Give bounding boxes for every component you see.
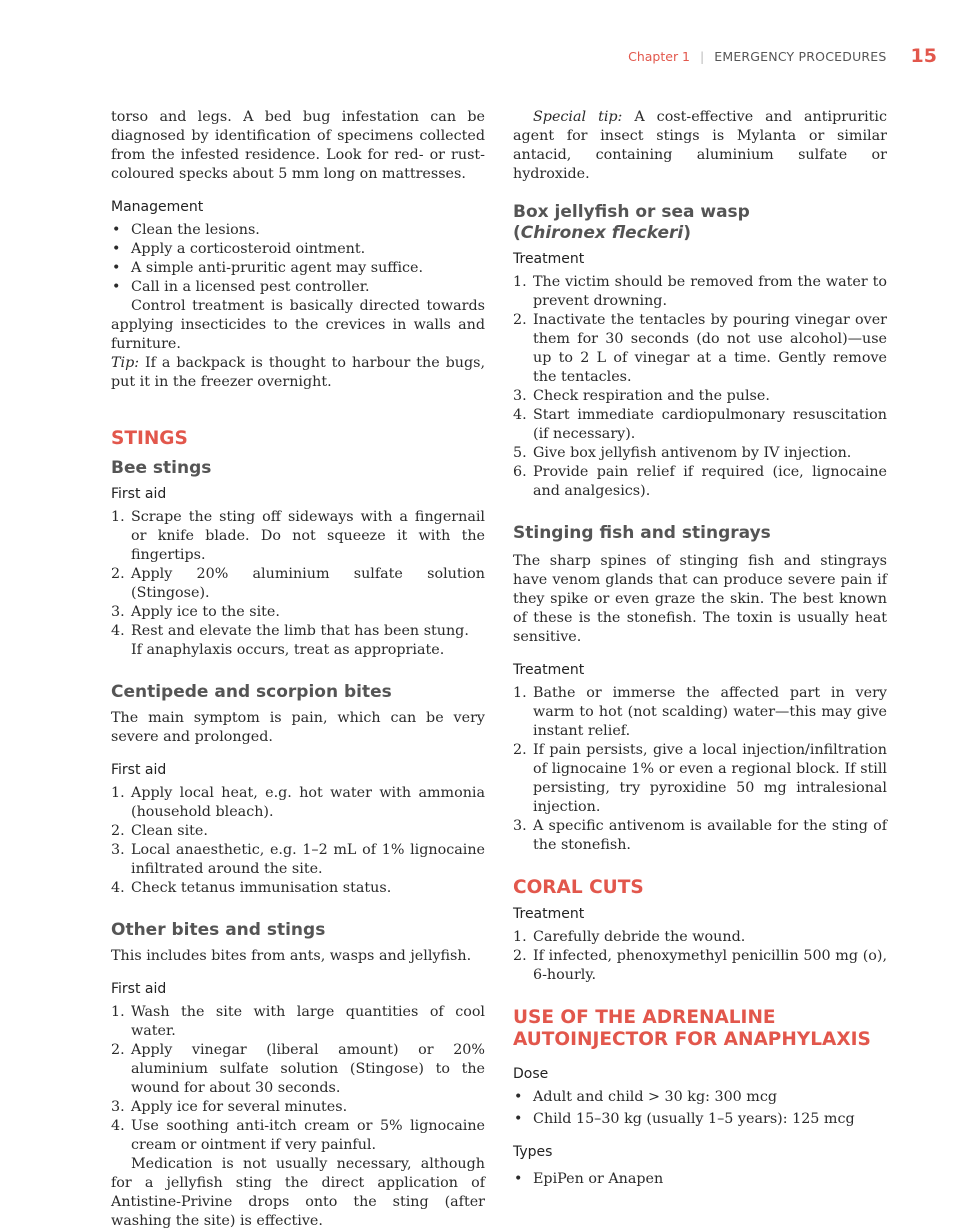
fish-treatment-list: [513, 684, 887, 855]
centipede-heading: Centipede and scorpion bites: [111, 682, 392, 702]
list-item: 3. Apply ice for several minutes.: [111, 1099, 348, 1115]
left-column: [111, 108, 485, 1231]
list-item: 6. Provide pain relief if required (ice, lignocaine and analgesics).: [513, 464, 887, 499]
list-item: 1. Apply local heat, e.g. hot water with ammonia (household bleach).: [111, 785, 485, 820]
stinging-fish-paragraph: The sharp spines of stinging fish and stingrays have venom glands that can produce severe pain if they spike or even graze the skin. The best known of these is the stonefish. The toxin is usually heat sensitive.: [513, 553, 887, 645]
list-item: 2. If infected, phenoxymethyl penicillin 500 mg (o), 6-hourly.: [513, 948, 887, 983]
list-item: 3. Apply ice to the site.: [111, 604, 280, 620]
medication-paragraph: Medication is not usually necessary, although for a jellyfish sting the direct application of Antistine-Privine drops onto the sting (after washing the site) is effective.: [111, 1156, 485, 1229]
list-item: 1. Wash the site with large quantities of cool water.: [111, 1004, 485, 1039]
dose-heading: Dose: [513, 1066, 549, 1082]
tip-label: Tip:: [111, 355, 140, 371]
bee-stings-heading: Bee stings: [111, 458, 212, 478]
list-item: 5. Give box jellyfish antivenom by IV injection.: [513, 445, 852, 461]
list-item: • Adult and child > 30 kg: 300 mcg: [513, 1088, 887, 1107]
list-item: • Call in a licensed pest controller.: [111, 278, 485, 297]
coral-treatment-list: [513, 928, 887, 985]
stinging-fish-heading: Stinging fish and stingrays: [513, 523, 771, 543]
dose-list: [513, 1088, 887, 1129]
list-item: 4. Rest and elevate the limb that has been stung.: [111, 623, 469, 639]
anaphylaxis-note: If anaphylaxis occurs, treat as appropriate.: [131, 642, 445, 658]
types-heading: Types: [513, 1144, 553, 1160]
list-item: • A simple anti-pruritic agent may suffice.: [111, 259, 485, 278]
box-treatment-list: [513, 273, 887, 501]
special-tip-text: A cost-effective and antipruritic agent for insect stings is Mylanta or similar antacid, containing aluminium sulfate or hydroxide.: [513, 109, 887, 182]
management-heading: Management: [111, 199, 204, 215]
types-list: [513, 1170, 887, 1189]
list-item: • Clean the lesions.: [111, 221, 485, 240]
other-first-aid-heading: First aid: [111, 981, 167, 997]
other-bites-heading: Other bites and stings: [111, 920, 326, 940]
list-item: 1. Bathe or immerse the affected part in very warm to hot (not scalding) water—this may give instant relief.: [513, 685, 887, 739]
running-header: [628, 44, 937, 68]
section-title: EMERGENCY PROCEDURES: [714, 48, 887, 64]
list-item: 1. The victim should be removed from the water to prevent drowning.: [513, 274, 887, 309]
list-item: 2. Inactivate the tentacles by pouring vinegar over them for 30 seconds (do not use alcohol)—use up to 2 L of vinegar at a time. Gently remove the tentacles.: [513, 312, 887, 385]
header-separator: |: [700, 48, 705, 64]
other-bites-paragraph: This includes bites from ants, wasps and jellyfish.: [111, 948, 472, 964]
species-name: Chironex fleckeri: [520, 223, 684, 243]
list-item: 3. Local anaesthetic, e.g. 1–2 mL of 1% lignocaine infiltrated around the site.: [111, 842, 485, 877]
list-item: 2. Apply 20% aluminium sulfate solution (Stingose).: [111, 566, 485, 601]
intro-paragraph: torso and legs. A bed bug infestation can be diagnosed by identification of specimens collected from the infested residence. Look for red- or rust-coloured specks about 5 mm long on mattresses.: [111, 109, 485, 182]
box-jellyfish-heading: Box jellyfish or sea wasp (Chironex fleckeri): [513, 202, 750, 243]
list-item: 4. Check tetanus immunisation status.: [111, 880, 392, 896]
special-tip-paragraph: [513, 108, 887, 184]
list-item: • Child 15–30 kg (usually 1–5 years): 125 mcg: [513, 1110, 887, 1129]
stings-heading: STINGS: [111, 428, 188, 449]
special-tip-label: Special tip:: [533, 109, 623, 125]
list-item: 2. If pain persists, give a local injection/infiltration of lignocaine 1% or even a regional block. If still persisting, try pyroxidine 50 mg intralesional injection.: [513, 742, 887, 815]
right-column: [513, 108, 887, 1189]
list-item: 4. Use soothing anti-itch cream or 5% lignocaine cream or ointment if very painful.: [111, 1118, 485, 1153]
list-item: 2. Clean site.: [111, 823, 208, 839]
other-first-aid-list: [111, 1003, 485, 1155]
management-list: [111, 221, 485, 297]
tip-text: If a backpack is thought to harbour the bugs, put it in the freezer overnight.: [111, 355, 485, 390]
fish-treatment-heading: Treatment: [513, 662, 585, 678]
control-paragraph: Control treatment is basically directed towards applying insecticides to the crevices in walls and furniture.: [111, 298, 485, 352]
list-item: • EpiPen or Anapen: [513, 1170, 887, 1189]
list-item: 2. Apply vinegar (liberal amount) or 20% aluminium sulfate solution (Stingose) to the wound for about 30 seconds.: [111, 1042, 485, 1096]
list-item: 4. Start immediate cardiopulmonary resuscitation (if necessary).: [513, 407, 887, 442]
list-item: 3. A specific antivenom is available for the sting of the stonefish.: [513, 818, 887, 853]
centipede-first-aid-list: [111, 784, 485, 898]
adrenaline-heading: USE OF THE ADRENALINE AUTOINJECTOR FOR ANAPHYLAXIS: [513, 1007, 871, 1050]
box-treatment-heading: Treatment: [513, 251, 585, 267]
page-number: 15: [910, 45, 937, 67]
bee-first-aid-heading: First aid: [111, 486, 167, 502]
list-item: • Apply a corticosteroid ointment.: [111, 240, 485, 259]
chapter-label: Chapter 1: [628, 48, 691, 64]
list-item: 3. Check respiration and the pulse.: [513, 388, 770, 404]
coral-treatment-heading: Treatment: [513, 906, 585, 922]
centipede-paragraph: The main symptom is pain, which can be very severe and prolonged.: [111, 710, 485, 745]
list-item: 1. Carefully debride the wound.: [513, 929, 746, 945]
centipede-first-aid-heading: First aid: [111, 762, 167, 778]
coral-cuts-heading: CORAL CUTS: [513, 877, 644, 898]
tip-paragraph: [111, 354, 485, 392]
bee-first-aid-list: [111, 508, 485, 641]
list-item: 1. Scrape the sting off sideways with a fingernail or knife blade. Do not squeeze it with the fingertips.: [111, 509, 485, 563]
